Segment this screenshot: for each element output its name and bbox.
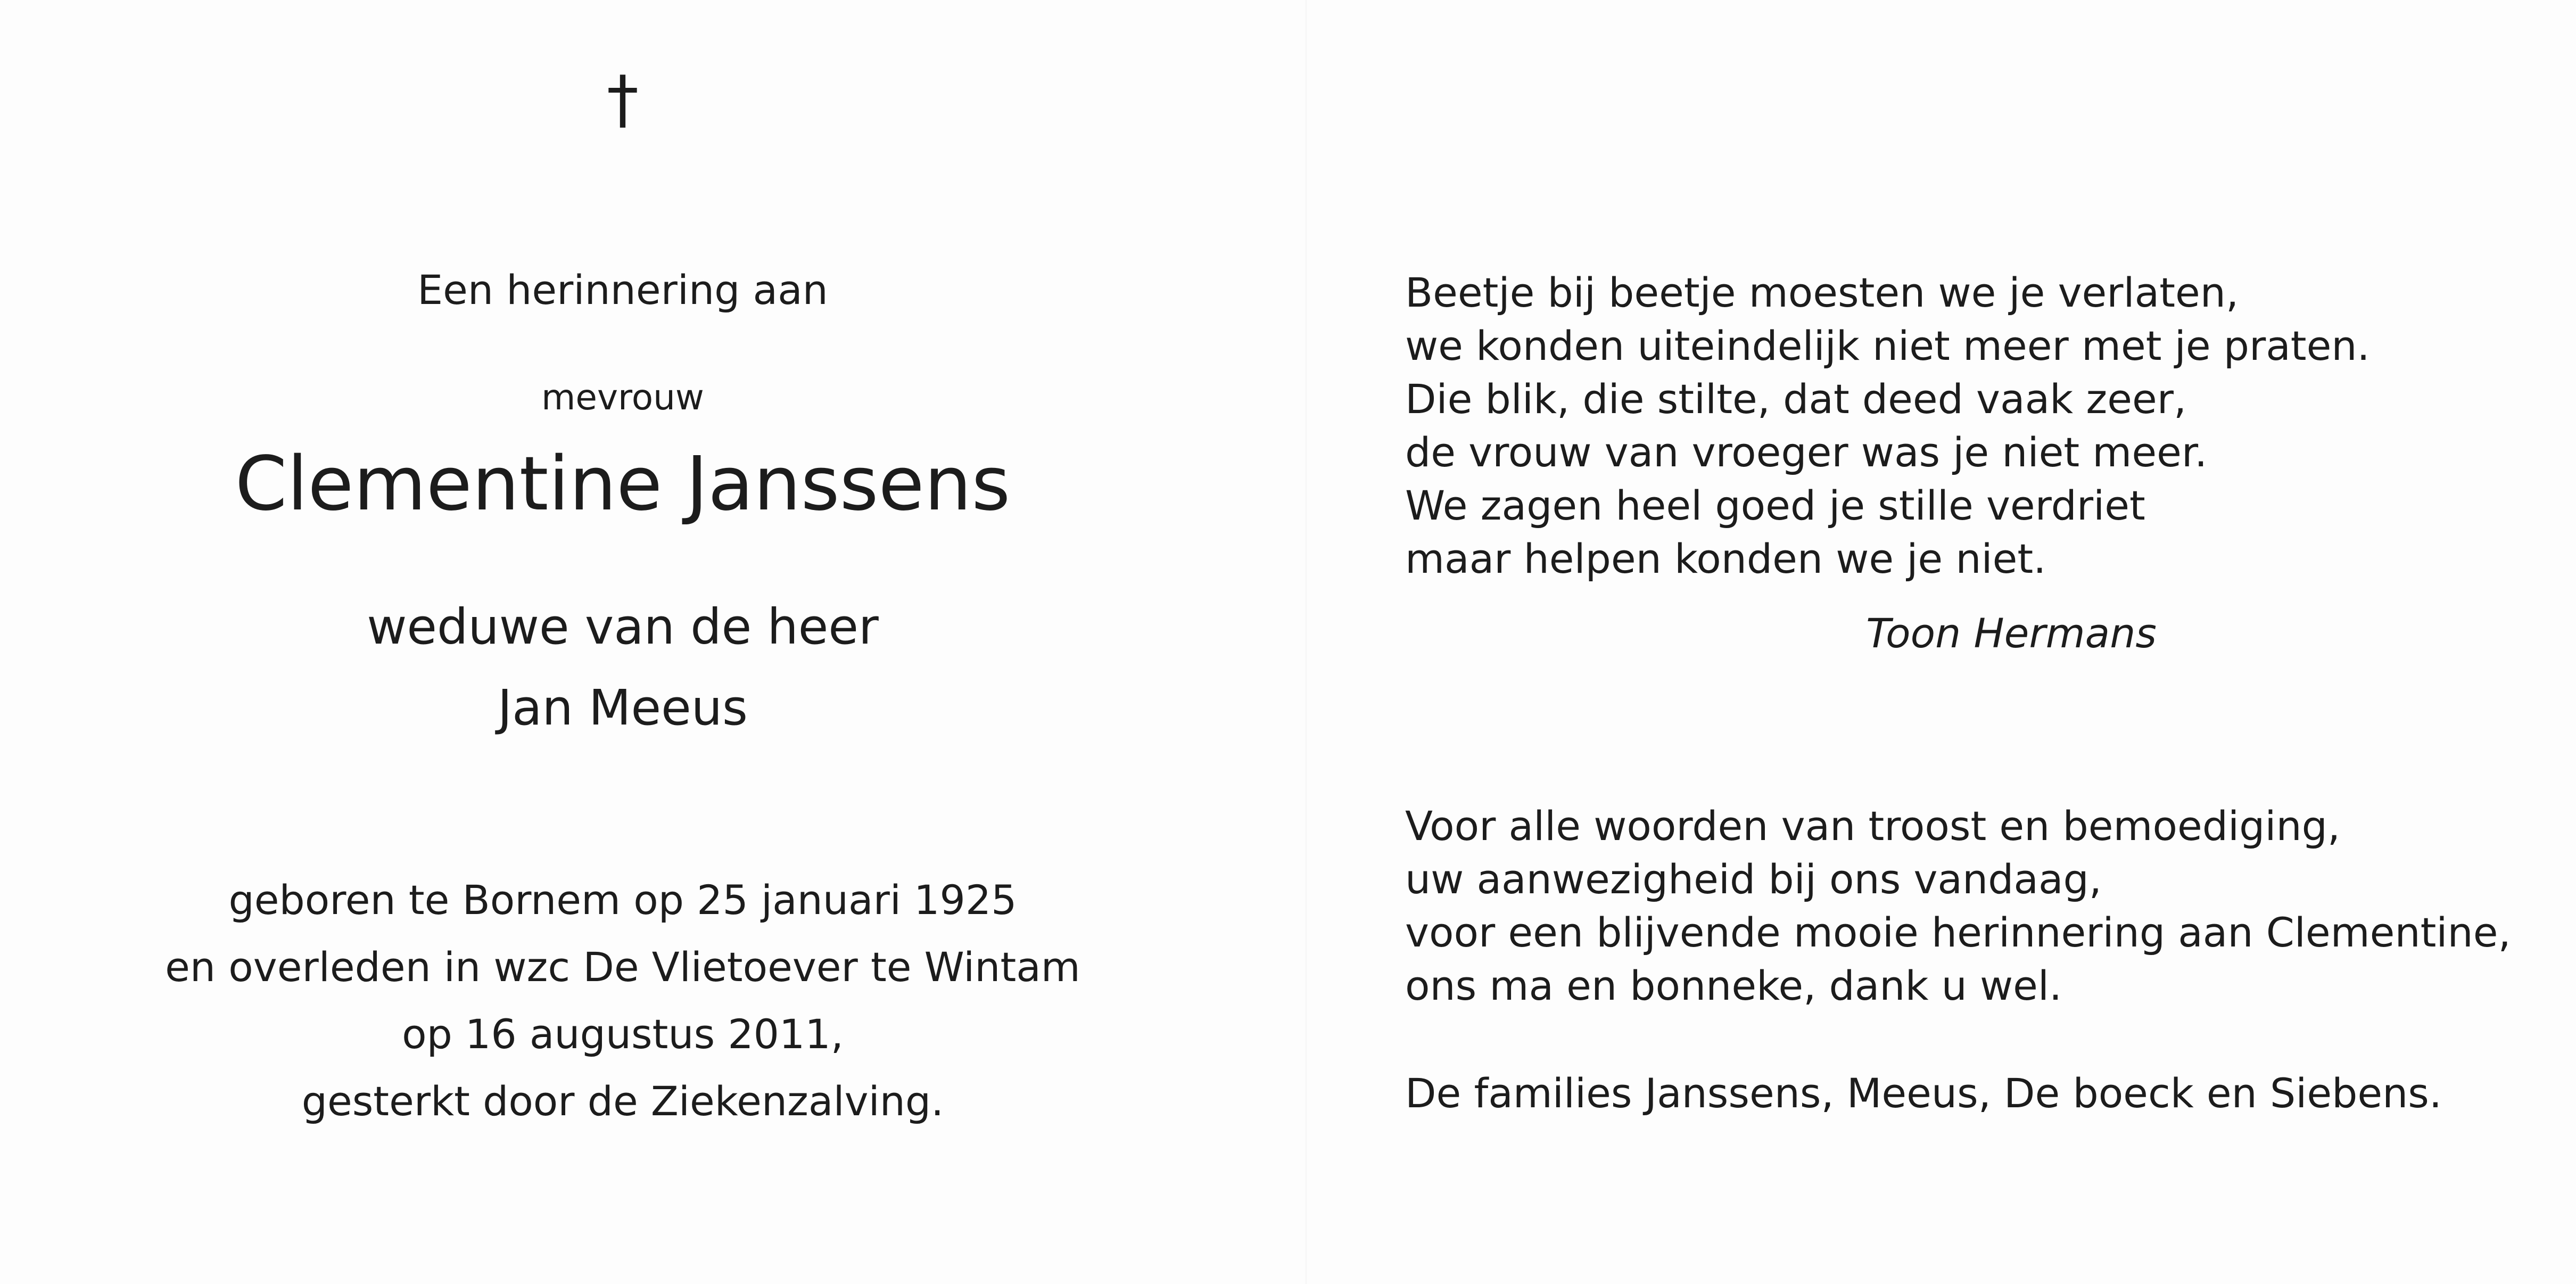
thanks-line: uw aanwezigheid bij ons vandaag, — [1405, 855, 2102, 903]
card-fold — [1305, 0, 1307, 1284]
intro-text: Een herinnering aan — [417, 266, 828, 314]
honorific: mevrouw — [541, 377, 704, 418]
spouse-name: Jan Meeus — [498, 679, 748, 736]
life-line: geboren te Bornem op 25 januari 1925 — [228, 876, 1017, 924]
poem-line: Die blik, die stilte, dat deed vaak zeer, — [1405, 375, 2187, 423]
poem-line: maar helpen konden we je niet. — [1405, 535, 2046, 582]
poem-line: Beetje bij beetje moesten we je verlaten, — [1405, 269, 2239, 316]
families-signature: De families Janssens, Meeus, De boeck en Siebens. — [1405, 1069, 2442, 1117]
thanks-line: ons ma en bonneke, dank u wel. — [1405, 962, 2062, 1009]
thanks-line: Voor alle woorden van troost en bemoediging, — [1405, 802, 2341, 850]
cross-icon: † — [607, 63, 639, 137]
life-line: en overleden in wzc De Vlietoever te Wintam — [165, 943, 1080, 991]
poem-line: de vrouw van vroeger was je niet meer. — [1405, 429, 2208, 476]
left-panel — [0, 0, 1245, 1284]
thanks-line: voor een blijvende mooie herinnering aan Clementine, — [1405, 909, 2511, 956]
poem-line: We zagen heel goed je stille verdriet — [1405, 482, 2145, 529]
life-line: gesterkt door de Ziekenzalving. — [301, 1077, 944, 1125]
life-details — [0, 867, 1245, 1135]
deceased-name: Clementine Janssens — [235, 441, 1011, 528]
thanks-message — [1405, 800, 2511, 1013]
poem-line: we konden uiteindelijk niet meer met je praten. — [1405, 322, 2370, 369]
right-panel — [1405, 0, 2533, 1284]
poem — [1405, 266, 2370, 586]
life-line: op 16 augustus 2011, — [402, 1010, 844, 1058]
relation-text: weduwe van de heer — [367, 598, 879, 655]
poem-author: Toon Hermans — [1866, 610, 2157, 657]
